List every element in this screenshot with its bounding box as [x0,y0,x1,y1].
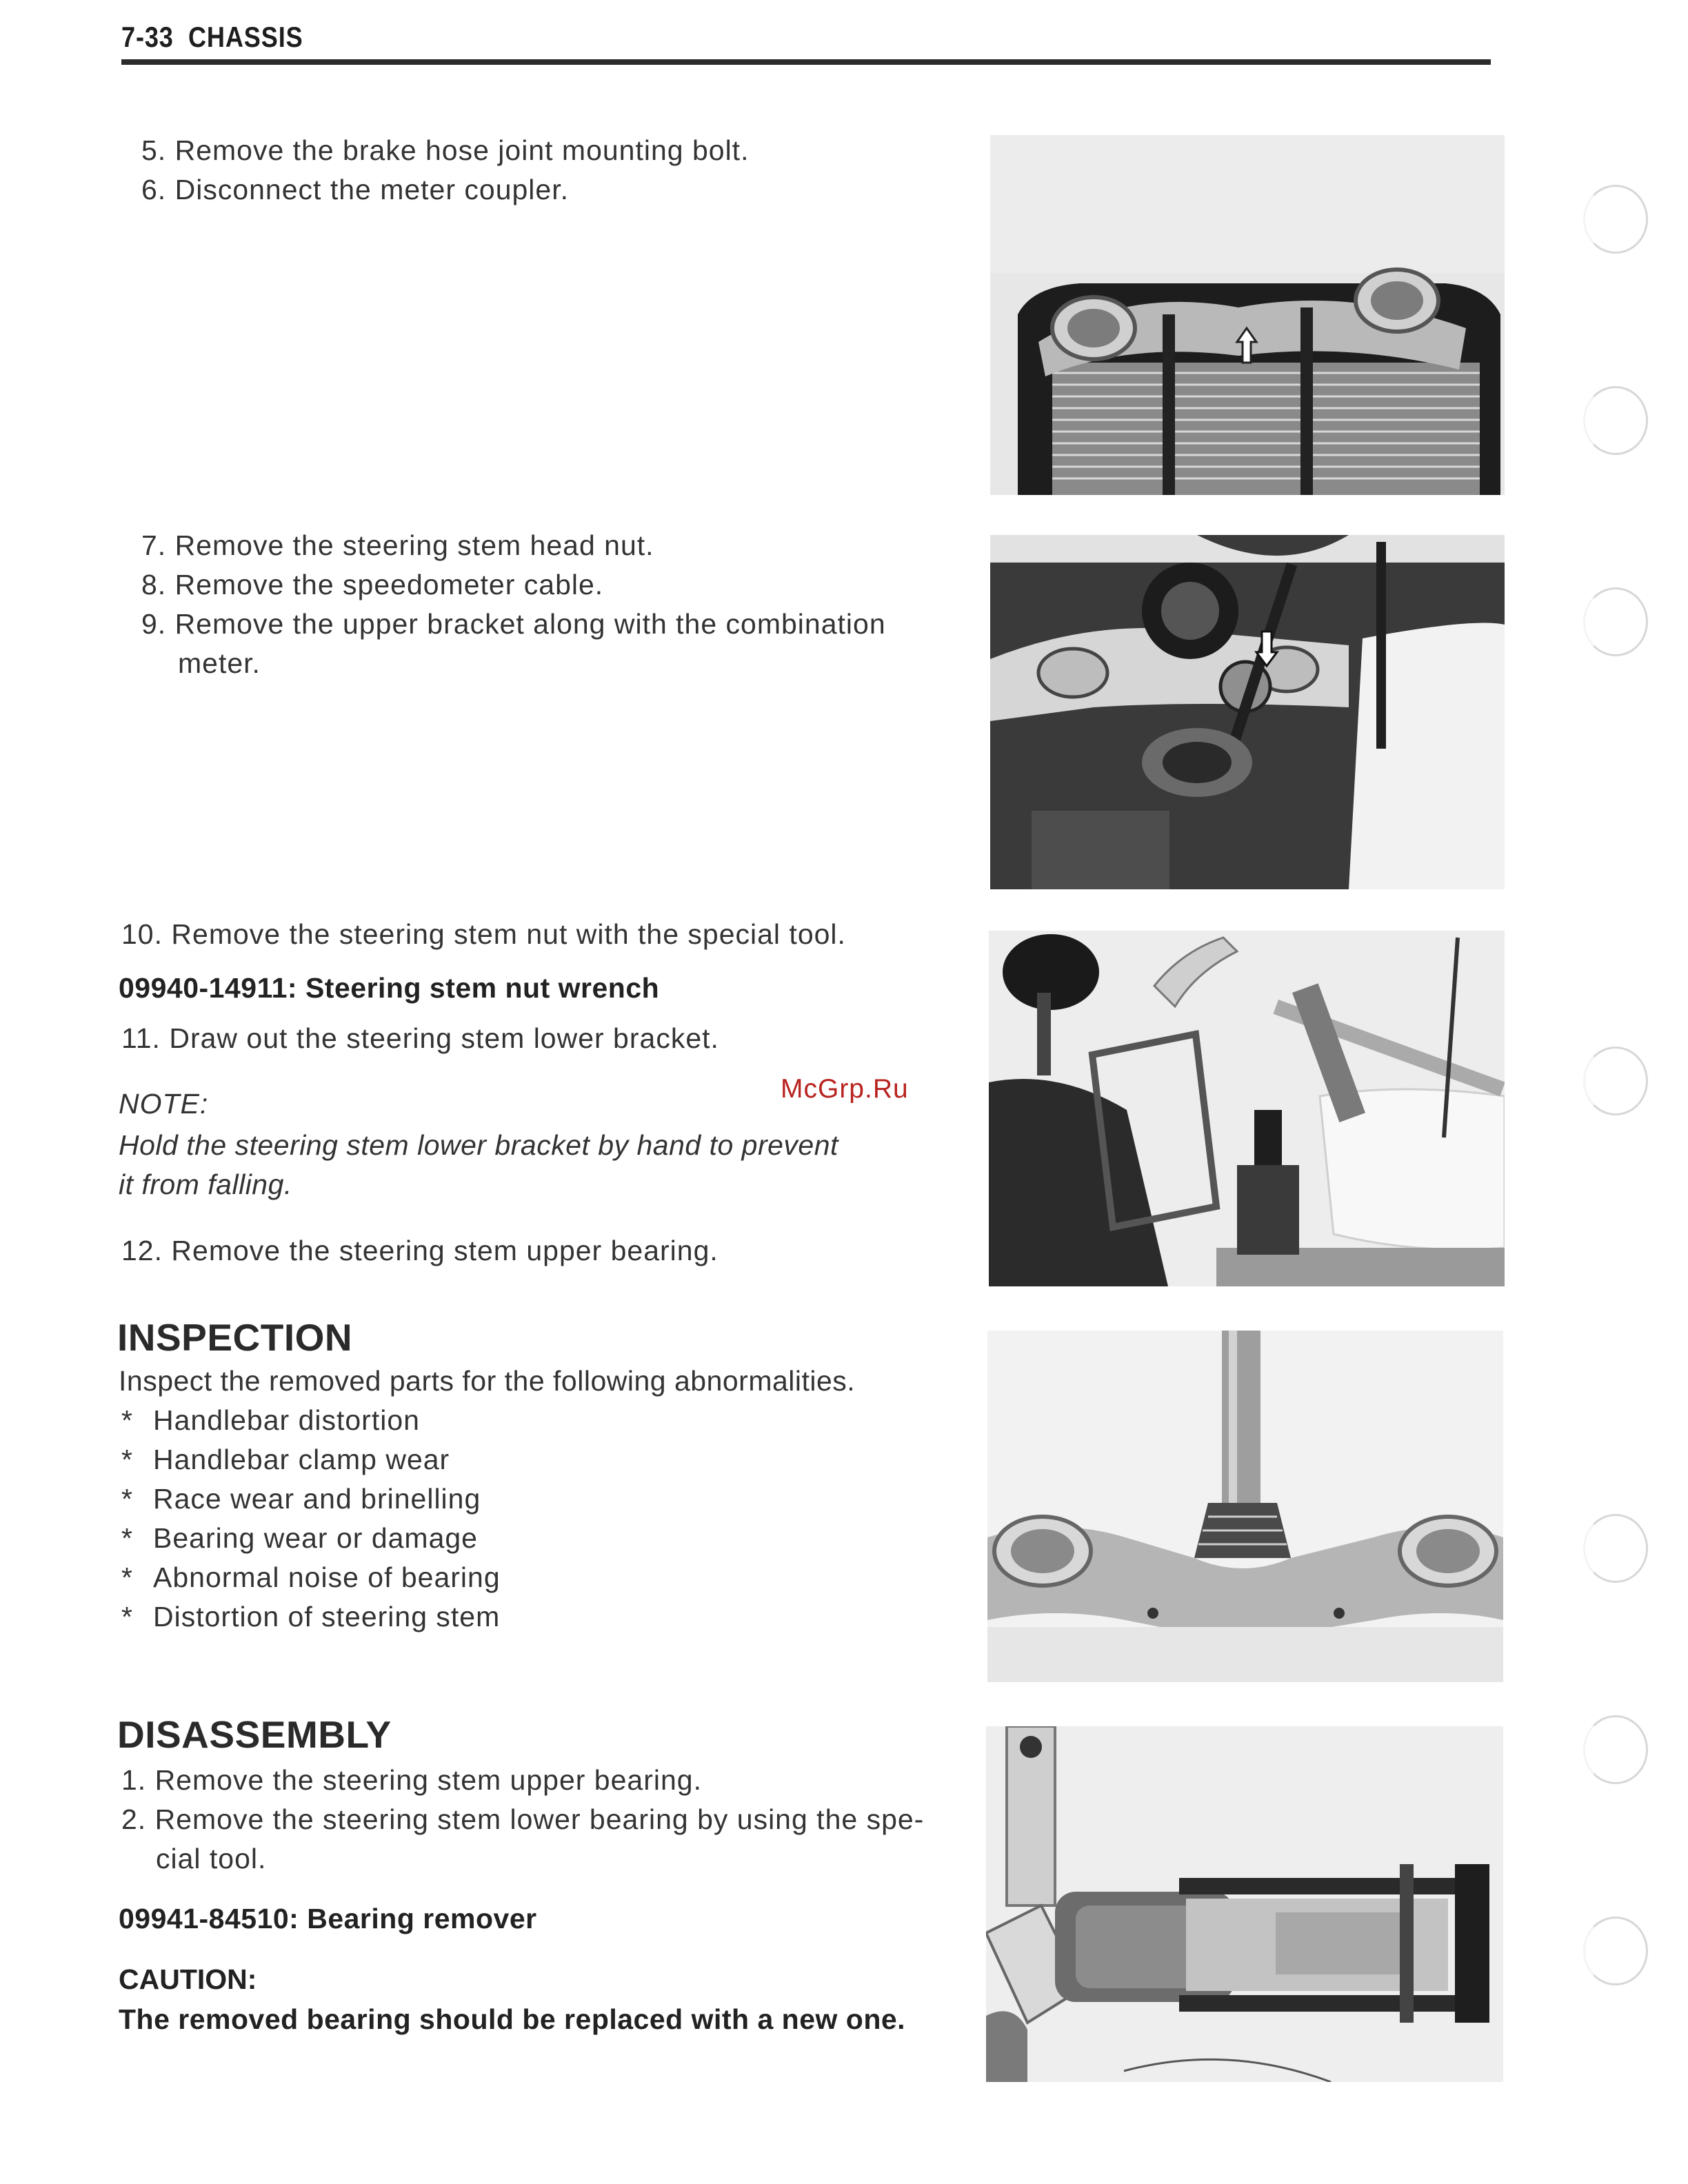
list-item: * Abnormal noise of bearing [121,1561,501,1593]
photo-stem-head-nut [990,535,1505,889]
list-item: * Handlebar distortion [121,1404,420,1436]
disassembly-step-2: 2. Remove the steering stem lower bearing by using the spe- [121,1803,925,1835]
step-10: 10. Remove the steering stem nut with the special tool. [121,918,846,950]
photo-brake-hose-joint [990,135,1505,495]
step-8: 8. Remove the speedometer cable. [141,569,604,600]
special-tool-bearing-remover: 09941-84510: Bearing remover [119,1903,537,1934]
step-12: 12. Remove the steering stem upper bearing. [121,1235,719,1266]
binder-hole [1583,1715,1648,1784]
inspection-heading: INSPECTION [117,1316,353,1359]
note-line-2: it from falling. [119,1169,292,1200]
binder-hole [1583,386,1648,455]
photo-lower-bracket-bearing [987,1331,1503,1682]
binder-hole [1583,587,1648,656]
special-tool-nut-wrench: 09940-14911: Steering stem nut wrench [119,972,660,1004]
note-line-1: Hold the steering stem lower bracket by hand to prevent [119,1129,838,1161]
header-rule [121,59,1491,65]
step-7: 7. Remove the steering stem head nut. [141,529,654,561]
step-6: 6. Disconnect the meter coupler. [141,174,569,205]
step-5: 5. Remove the brake hose joint mounting bolt. [141,134,750,166]
list-item: * Race wear and brinelling [121,1483,481,1515]
step-11: 11. Draw out the steering stem lower bracket. [121,1022,719,1054]
watermark: McGrp.Ru [781,1074,909,1104]
step-9: 9. Remove the upper bracket along with the combination [141,608,886,640]
binder-hole [1583,1046,1648,1115]
page-number: 7-33 [121,21,174,53]
list-item: * Handlebar clamp wear [121,1444,450,1475]
caution-text: The removed bearing should be replaced with a new one. [119,2003,906,2035]
inspection-list [121,1401,501,1637]
caution-label: CAUTION: [119,1963,257,1995]
disassembly-step-1: 1. Remove the steering stem upper bearing. [121,1764,702,1796]
binder-hole [1583,185,1648,254]
page-header [121,21,303,54]
note-label: NOTE: [119,1088,209,1120]
disassembly-heading: DISASSEMBLY [117,1713,392,1756]
step-9-continued: meter. [178,647,261,679]
section-title: CHASSIS [188,21,303,53]
binder-hole [1583,1514,1648,1583]
photo-stem-nut-wrench [989,931,1505,1286]
disassembly-step-2-continued: cial tool. [156,1843,267,1874]
list-item: * Distortion of steering stem [121,1601,501,1632]
list-item: * Bearing wear or damage [121,1522,478,1554]
photo-bearing-remover [986,1726,1503,2082]
binder-hole [1583,1917,1648,1985]
inspection-intro: Inspect the removed parts for the following abnormalities. [119,1365,856,1397]
